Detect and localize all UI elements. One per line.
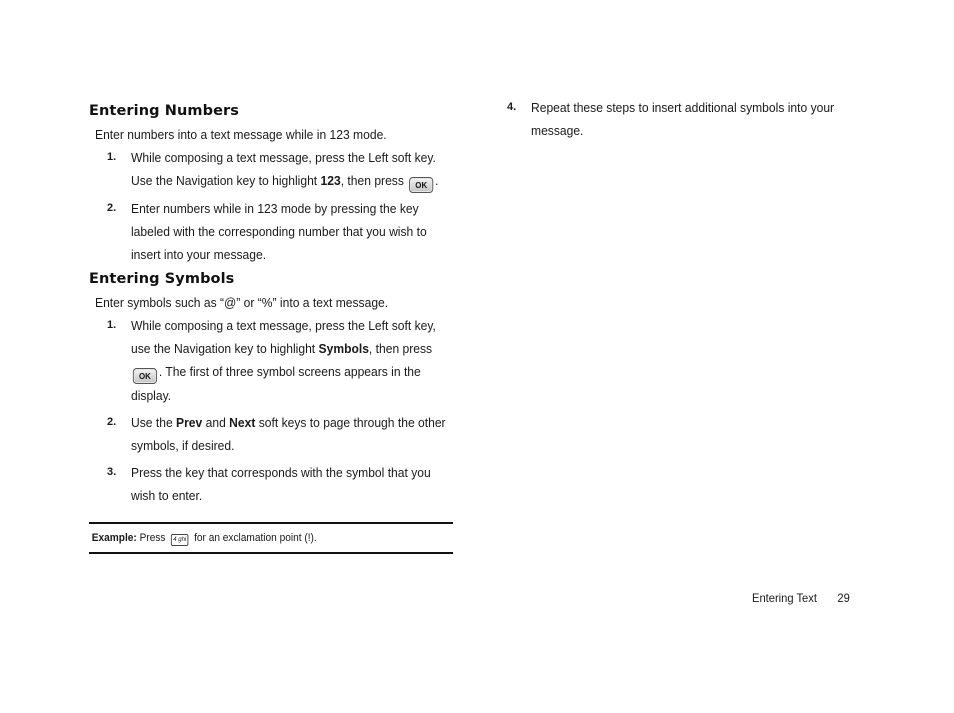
ok-key-icon: OK (409, 177, 433, 193)
symbols-step-1: 1. While composing a text message, press the Left soft key, use the Navigation key to highlight Symbols, then press OK . The first of three symbol screens appears in the display. (89, 314, 453, 407)
right-column (507, 96, 857, 146)
step-number: 2. (107, 202, 117, 214)
page-number: 29 (837, 591, 850, 605)
numbers-step-2: 2. Enter numbers while in 123 mode by pressing the key labeled with the corresponding number that you wish to insert into your message. (89, 197, 453, 266)
symbols-steps-continued (507, 96, 857, 142)
numbers-steps (89, 146, 453, 266)
symbols-intro: Enter symbols such as “@” or “%” into a text message. (95, 295, 389, 310)
next-softkey-label: Next (229, 415, 256, 430)
step-number: 2. (107, 416, 117, 428)
highlight-symbols: Symbols (318, 341, 369, 356)
highlight-123: 123 (320, 173, 341, 188)
numbers-intro: Enter numbers into a text message while in 123 mode. (95, 127, 387, 142)
step-number: 4. (507, 101, 517, 113)
heading-entering-symbols: Entering Symbols (89, 271, 235, 287)
key-4-icon: 4 ghi (171, 534, 188, 546)
heading-entering-numbers: Entering Numbers (89, 103, 240, 119)
step-number: 1. (107, 319, 117, 331)
numbers-step-1: 1. While composing a text message, press the Left soft key. Use the Navigation key to highlight 123, then press OK . (89, 146, 453, 193)
symbols-steps (89, 314, 453, 507)
example-note: Example: Press 4 ghi for an exclamation point (!). (89, 522, 453, 554)
step-number: 3. (107, 466, 117, 478)
symbols-step-3: 3. Press the key that corresponds with the symbol that you wish to enter. (89, 461, 453, 507)
page-footer (752, 590, 850, 606)
symbols-step-4: 4. Repeat these steps to insert additional symbols into your message. (507, 96, 857, 142)
footer-section-title: Entering Text (752, 591, 817, 605)
ok-key-icon: OK (133, 368, 157, 384)
prev-softkey-label: Prev (176, 415, 203, 430)
example-label: Example: (91, 532, 137, 544)
symbols-step-2: 2. Use the Prev and Next soft keys to page through the other symbols, if desired. (89, 411, 453, 457)
left-column (89, 96, 453, 511)
step-number: 1. (107, 151, 117, 163)
